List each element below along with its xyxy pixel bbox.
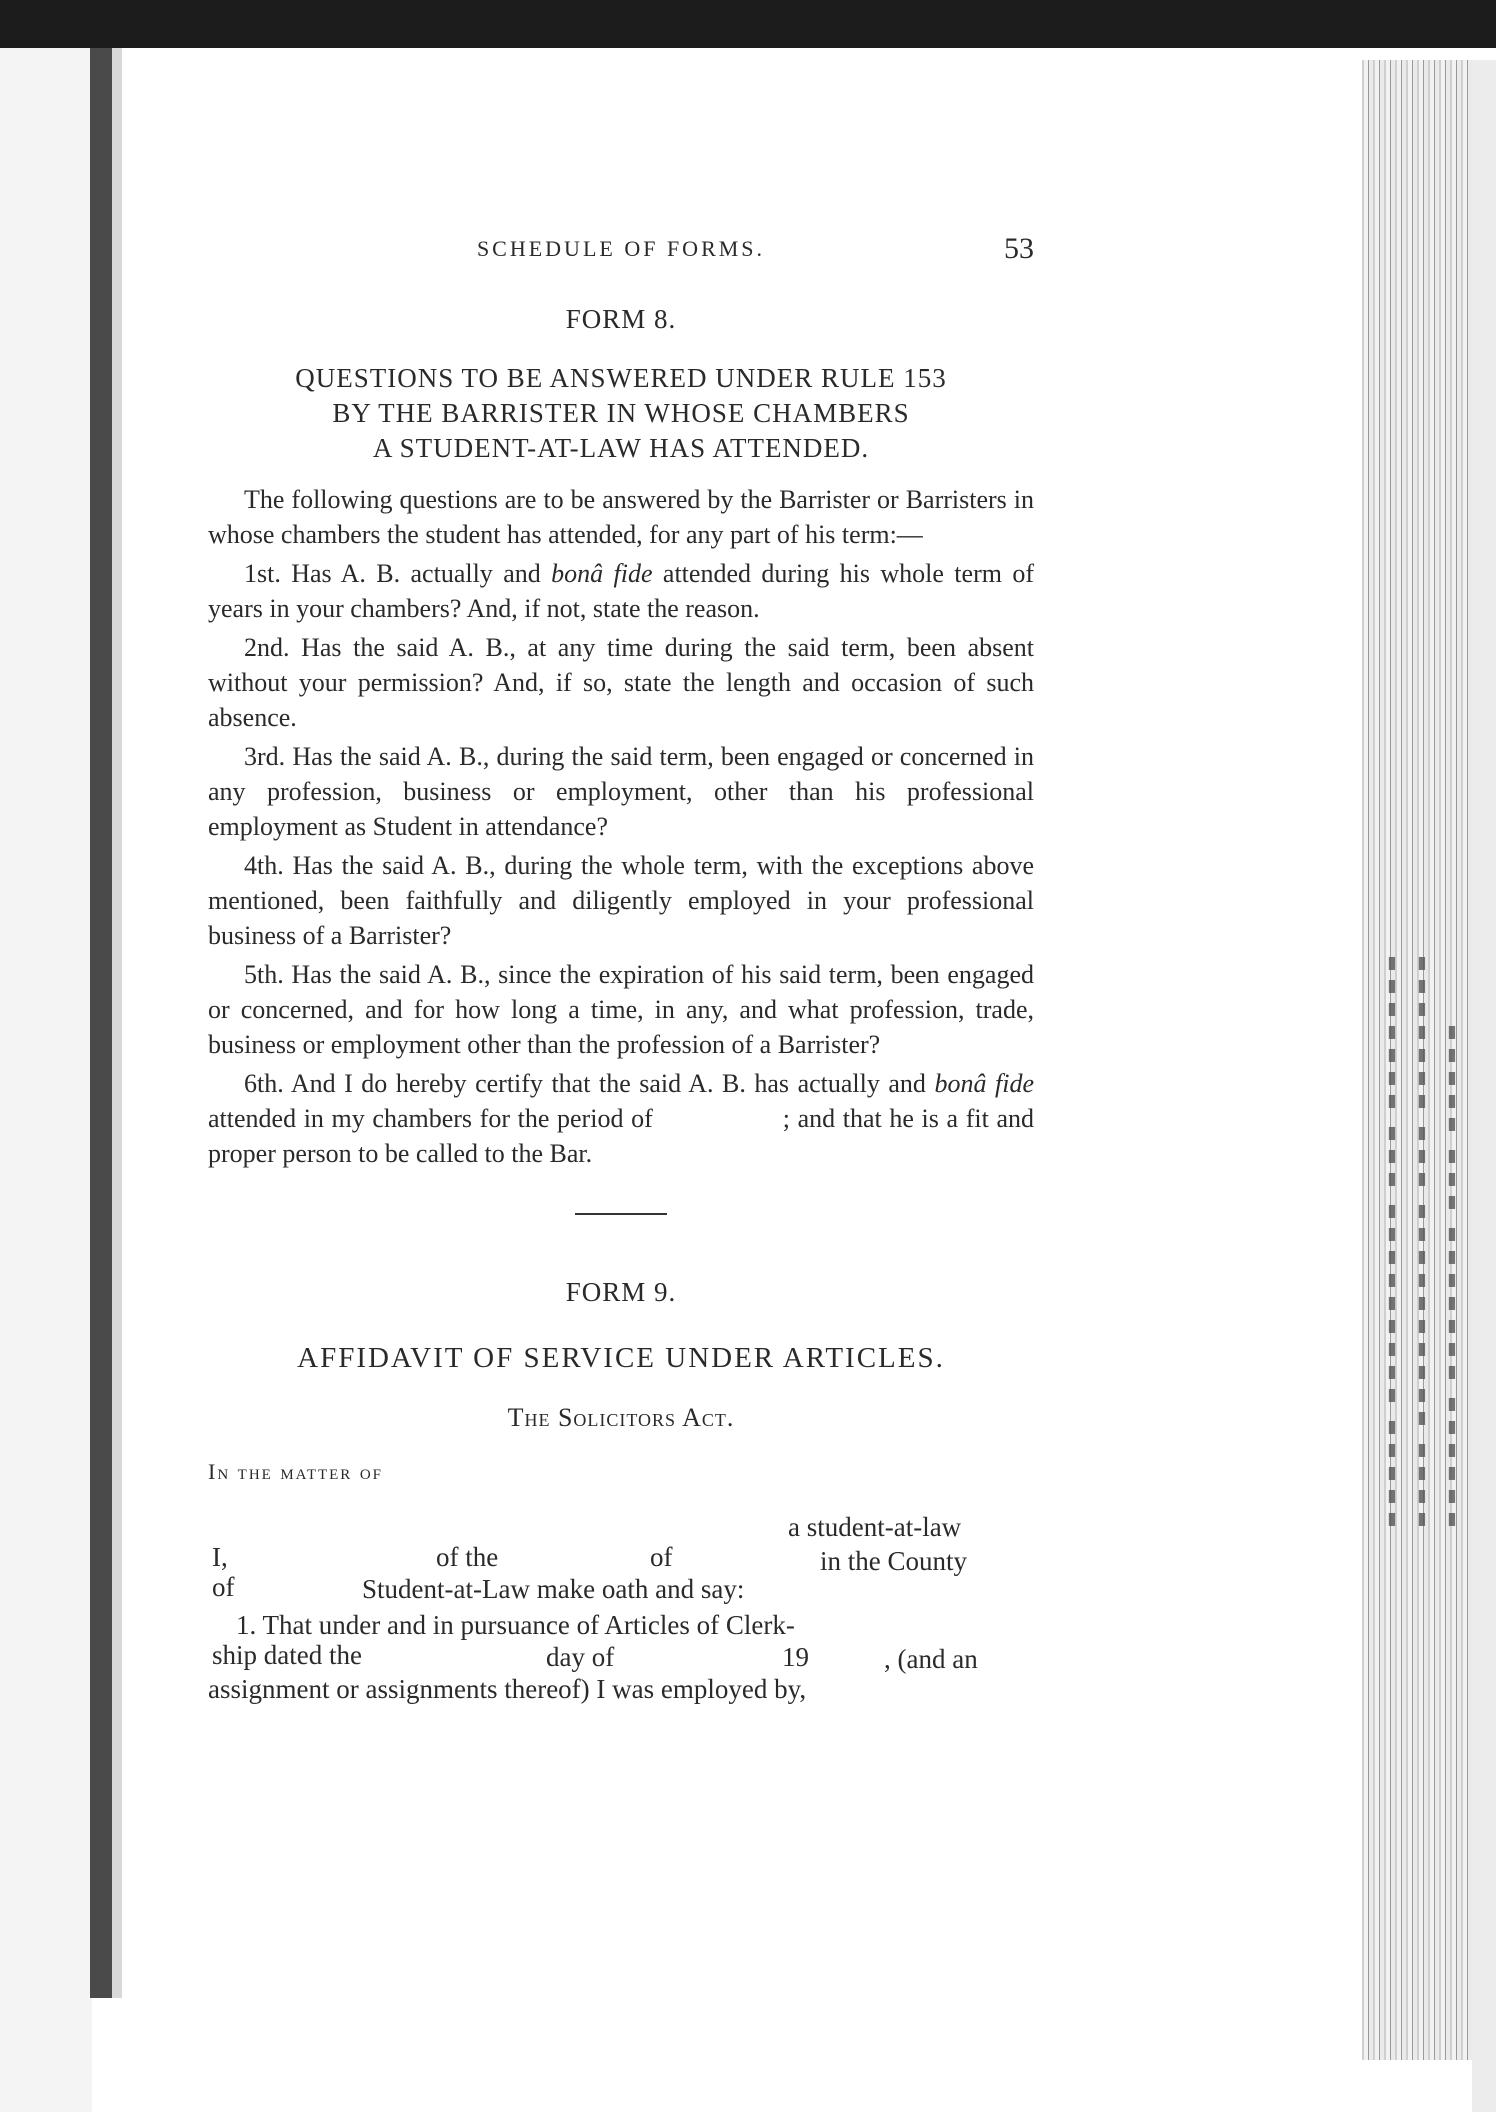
form9-heading: AFFIDAVIT OF SERVICE UNDER ARTICLES. bbox=[297, 1342, 945, 1374]
of-label: of bbox=[650, 1542, 673, 1572]
scan-border-top bbox=[0, 0, 1496, 48]
year-label: 19 bbox=[782, 1642, 809, 1672]
facing-page-margin bbox=[0, 48, 92, 2112]
affidavit-body bbox=[208, 1495, 1034, 1725]
question-4: 4th. Has the said A. B., during the whole term, with the exceptions above mentioned, been faithfully and diligently employed in your professional business of a Barrister? bbox=[208, 851, 1034, 950]
para1-line1: 1. That under and in pursuance of Articles of Clerk- bbox=[236, 1610, 795, 1640]
question-2: 2nd. Has the said A. B., at any time during the said term, been absent without your permission? And, if so, state the length and occasion of such absence. bbox=[208, 633, 1034, 732]
certificate-6 bbox=[208, 1066, 1034, 1171]
book-gutter-shadow bbox=[112, 48, 122, 1998]
running-head bbox=[208, 232, 1034, 282]
of-county-label: of bbox=[212, 1572, 235, 1602]
form8-heading bbox=[208, 361, 1034, 466]
form8-heading-line: BY THE BARRISTER IN WHOSE CHAMBERS bbox=[332, 398, 910, 428]
deponent-i: I, bbox=[212, 1542, 228, 1572]
question-1 bbox=[208, 556, 1034, 626]
running-head-title: SCHEDULE OF FORMS. bbox=[476, 236, 766, 261]
form8-heading-line: QUESTIONS TO BE ANSWERED UNDER RULE 153 bbox=[295, 363, 947, 393]
page-text-block bbox=[208, 232, 1034, 1725]
form9-title: FORM 9. bbox=[565, 1277, 677, 1307]
student-at-law-label: a student-at-law bbox=[788, 1512, 962, 1542]
q6-text-end: ; and that he is a fit and proper person to be called to the Bar. bbox=[208, 1104, 1034, 1168]
q1-text-rest: attended during his whole term of years in your chambers? And, if not, state the reason. bbox=[208, 559, 1035, 623]
question-3: 3rd. Has the said A. B., during the said term, been engaged or concerned in any profession, business or employment, other than his professional employment as Student in attendance? bbox=[208, 742, 1034, 841]
and-an-label: , (and an bbox=[884, 1644, 978, 1674]
question-5: 5th. Has the said A. B., since the expiration of his said term, been engaged or concerned, and for how long a time, in any, and what profession, trade, business or employment other than the profession of a Barrister? bbox=[208, 960, 1034, 1059]
of-the-label: of the bbox=[436, 1542, 499, 1572]
spine-stamp: ▮▮▮▮▮ ▮▮▮▮▮▮▮▮▮ ▮▮▮ ▮▮▮▮▮▮▮ ▮▮▮▮ ▮▮▮▮▮▮▮▮▮▮ ▮▮▮ ▮▮▮▮▮▮▮ ▮▮▮▮▮▮ ▮▮▮▮▮▮▮ ▮▮▮ ▮▮▮▮▮ bbox=[1382, 951, 1462, 1530]
page-edges-outer bbox=[1472, 60, 1496, 2112]
form8-heading-line: A STUDENT-AT-LAW HAS ATTENDED. bbox=[372, 433, 870, 463]
para1-line3: assignment or assignments thereof) I was employed by, bbox=[208, 1674, 807, 1704]
q1-text: 1st. Has A. B. actually and bbox=[244, 559, 552, 588]
q6-text: 6th. And I do hereby certify that the said A. B. has actually and bbox=[244, 1069, 935, 1098]
q1-italic: bonâ fide bbox=[551, 559, 653, 588]
county-label: in the County bbox=[820, 1546, 967, 1576]
oath-line: Student-at-Law make oath and say: bbox=[362, 1574, 745, 1604]
page-number: 53 bbox=[1004, 232, 1034, 265]
day-of-label: day of bbox=[546, 1642, 615, 1672]
q6-text-mid: attended in my chambers for the period of bbox=[208, 1104, 653, 1133]
matter-line: In the matter of bbox=[208, 1459, 383, 1484]
act-title: The Solicitors Act. bbox=[507, 1403, 735, 1432]
form8-intro: The following questions are to be answered by the Barrister or Barristers in whose chambers the student has attended, for any part of his term:— bbox=[208, 485, 1034, 549]
q6-italic: bonâ fide bbox=[934, 1069, 1034, 1098]
book-gutter bbox=[90, 48, 112, 1998]
section-divider bbox=[575, 1213, 667, 1215]
form8-title: FORM 8. bbox=[565, 304, 677, 334]
ship-dated-label: ship dated the bbox=[212, 1640, 362, 1670]
